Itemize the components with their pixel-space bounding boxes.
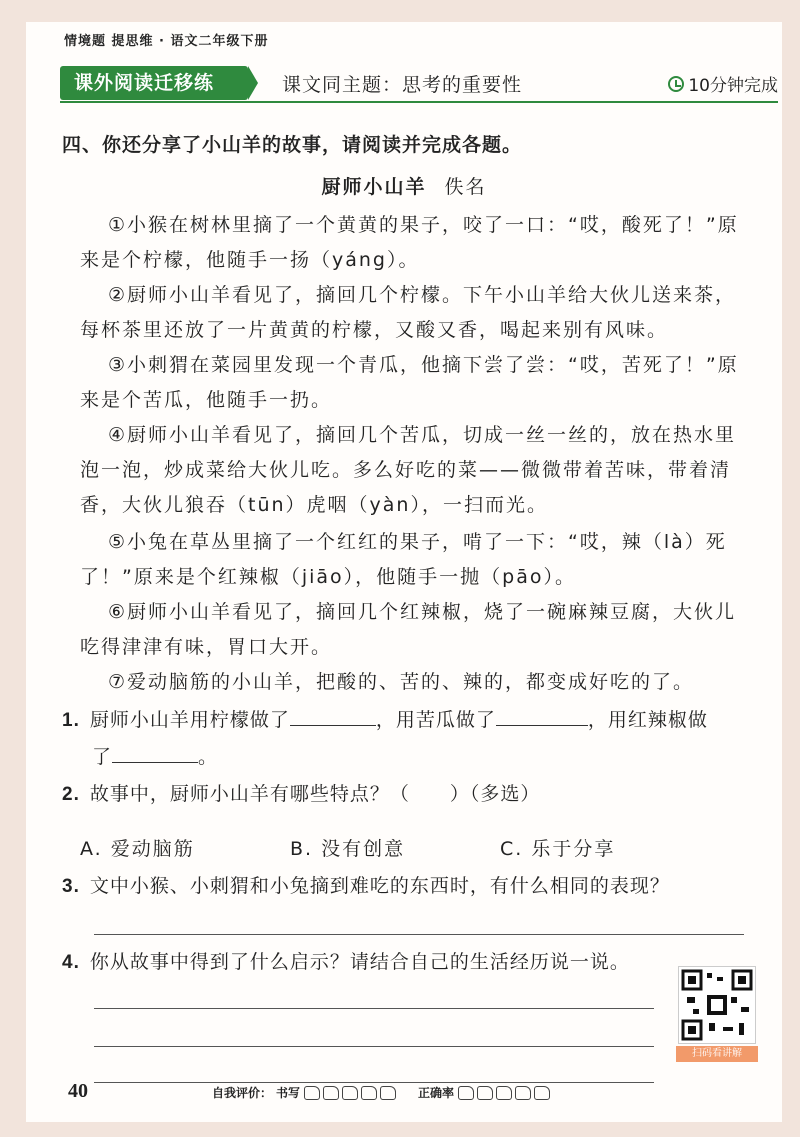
breadcrumb: 情境题 提思维 · 语文二年级下册 <box>64 34 269 49</box>
passage-title-text: 厨师小山羊 <box>321 176 427 198</box>
question-text: 文中小猴、小刺猬和小兔摘到难吃的东西时，有什么相同的表现？ <box>89 875 670 897</box>
answer-line[interactable] <box>94 934 744 935</box>
thumb-icon[interactable] <box>361 1086 377 1100</box>
choice-options <box>80 834 730 861</box>
question-number: 4. <box>62 952 80 973</box>
writing-label: 书写 <box>276 1086 301 1100</box>
thumb-icon[interactable] <box>477 1086 493 1100</box>
answer-blank-2[interactable] <box>496 703 588 726</box>
passage-title <box>26 172 782 199</box>
answer-line[interactable] <box>94 1008 654 1009</box>
question-number: 3. <box>62 876 80 897</box>
option-c[interactable]: C. 乐于分享 <box>500 838 616 860</box>
paragraph-7: ⑦爱动脑筋的小山羊，把酸的、苦的、辣的，都变成好吃的了。 <box>108 671 695 693</box>
paragraph-5: ⑤小兔在草丛里摘了一个红红的果子，啃了一下：“哎，辣（là）死了！”原来是个红辣椒（jiāo），他随手一抛（pāo）。 <box>80 531 727 588</box>
question-4 <box>62 944 762 981</box>
question-text[interactable]: 故事中，厨师小山羊有哪些特点？（ ）（多选） <box>89 783 541 805</box>
eval-label: 自我评价： <box>212 1086 273 1100</box>
paragraph-4: ④厨师小山羊看见了，摘回几个苦瓜，切成一丝一丝的，放在热水里泡一泡，炒成菜给大伙儿吃。多么好吃的菜——微微带着苦味，带着清香，大伙儿狼吞（tūn）虎咽（yàn），一扫而光。 <box>80 424 737 516</box>
thumb-icon[interactable] <box>458 1086 474 1100</box>
paragraph-3: ③小刺猬在菜园里发现一个青瓜，他摘下尝了尝：“哎，苦死了！”原来是个苦瓜，他随手一扔。 <box>80 354 739 411</box>
banner-topic: 课文同主题：思考的重要性 <box>282 74 523 96</box>
question-text: 你从故事中得到了什么启示？请结合自己的生活经历说一说。 <box>89 951 630 973</box>
accuracy-rating[interactable] <box>458 1086 550 1100</box>
thumb-icon[interactable] <box>342 1086 358 1100</box>
thumb-icon[interactable] <box>515 1086 531 1100</box>
question-number: 1. <box>62 710 80 731</box>
question-number: 2. <box>62 784 80 805</box>
writing-rating[interactable] <box>304 1086 396 1100</box>
question-text: 厨师小山羊用柠檬做了 <box>89 709 290 731</box>
paragraph-6: ⑥厨师小山羊看见了，摘回几个红辣椒，烧了一碗麻辣豆腐，大伙儿吃得津津有味，胃口大开。 <box>80 601 737 658</box>
question-text: ，用红辣椒做 <box>587 709 708 731</box>
thumb-icon[interactable] <box>534 1086 550 1100</box>
page-number: 40 <box>68 1080 88 1102</box>
timer-label: 10分钟完成 <box>688 76 778 96</box>
accuracy-label: 正确率 <box>418 1086 455 1100</box>
self-evaluation <box>212 1084 568 1101</box>
question-text: 。 <box>198 746 219 768</box>
thumb-icon[interactable] <box>380 1086 396 1100</box>
answer-blank-1[interactable] <box>290 703 376 726</box>
option-a[interactable]: A. 爱动脑筋 <box>80 838 195 860</box>
section-title: 四、你还分享了小山羊的故事，请阅读并完成各题。 <box>62 134 523 156</box>
practice-badge: 课外阅读迁移练 <box>60 66 248 100</box>
paragraph-2: ②厨师小山羊看见了，摘回几个柠檬。下午小山羊给大伙儿送来茶，每杯茶里还放了一片黄黄的柠檬，又酸又香，喝起来别有风味。 <box>80 284 737 341</box>
thumb-icon[interactable] <box>323 1086 339 1100</box>
worksheet-page <box>26 22 782 1122</box>
option-b[interactable]: B. 没有创意 <box>290 838 406 860</box>
question-text: ，用苦瓜做了 <box>375 709 496 731</box>
question-text: 了 <box>92 746 113 768</box>
banner-divider <box>60 101 778 103</box>
thumb-icon[interactable] <box>304 1086 320 1100</box>
paragraph-1: ①小猴在树林里摘了一个黄黄的果子，咬了一口：“哎，酸死了！”原来是个柠檬，他随手一扬（yáng）。 <box>80 214 739 271</box>
passage-author: 佚名 <box>444 176 487 198</box>
answer-blank-3[interactable] <box>112 740 198 763</box>
timer <box>668 71 778 96</box>
thumb-icon[interactable] <box>496 1086 512 1100</box>
qr-code[interactable] <box>678 966 756 1044</box>
answer-line[interactable] <box>94 1082 654 1083</box>
qr-tag: 扫码看讲解 <box>676 1046 758 1062</box>
question-2 <box>62 776 762 813</box>
answer-line[interactable] <box>94 1046 654 1047</box>
question-1 <box>62 702 762 775</box>
section-banner <box>60 66 778 102</box>
question-3 <box>62 868 762 905</box>
clock-icon <box>668 76 684 92</box>
